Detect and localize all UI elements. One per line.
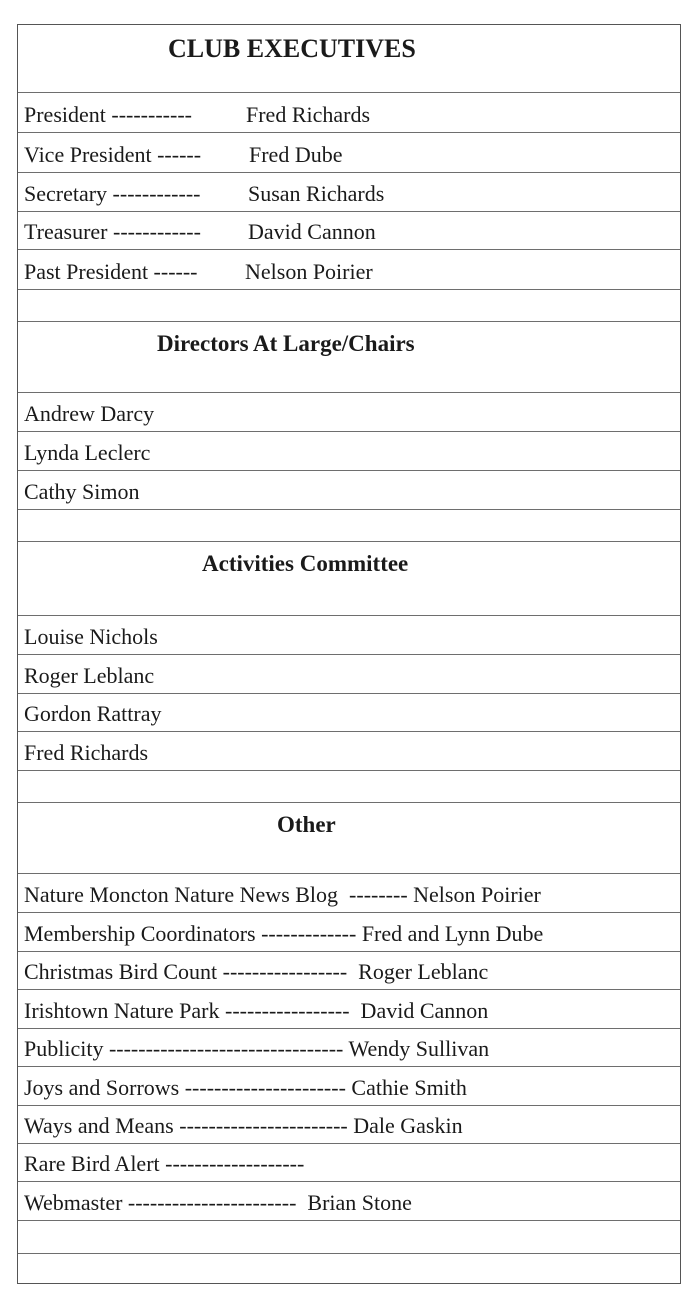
list-item [18, 1144, 680, 1182]
spacer-row [18, 290, 680, 322]
executive-name: Susan Richards [248, 181, 385, 206]
executive-role: Vice President ------ [24, 142, 202, 167]
role-assignment: Membership Coordinators ------------- Fred and Lynn Dube [24, 921, 544, 946]
executive-role: President ----------- [24, 102, 192, 127]
spacer-row [18, 1221, 680, 1254]
other-heading: Other [277, 812, 336, 837]
role-assignment: Christmas Bird Count ----------------- Roger Leblanc [24, 959, 489, 984]
director-name: Lynda Leclerc [24, 440, 151, 465]
executive-name: David Cannon [248, 219, 376, 244]
list-item [18, 913, 680, 952]
list-item [18, 1106, 680, 1144]
list-item [18, 1029, 680, 1067]
list-item [18, 990, 680, 1029]
director-name: Cathy Simon [24, 479, 140, 504]
list-item [18, 1067, 680, 1106]
role-assignment: Rare Bird Alert ------------------- [24, 1151, 305, 1176]
executive-name: Fred Dube [249, 142, 343, 167]
role-assignment: Joys and Sorrows ---------------------- Cathie Smith [24, 1075, 467, 1100]
other-heading-row [18, 803, 680, 874]
list-item [18, 1182, 680, 1221]
activities-heading-row [18, 542, 680, 616]
executive-row-treasurer [18, 212, 680, 250]
club-executives-table [17, 24, 681, 1284]
directors-heading: Directors At Large/Chairs [157, 331, 415, 356]
activities-heading: Activities Committee [202, 551, 409, 576]
executive-role: Treasurer ------------ [24, 219, 201, 244]
role-assignment: Publicity -------------------------------- Wendy Sullivan [24, 1036, 490, 1061]
spacer-row [18, 1254, 680, 1282]
executive-role: Secretary ------------ [24, 181, 201, 206]
list-item [18, 952, 680, 990]
role-assignment: Irishtown Nature Park ----------------- David Cannon [24, 998, 489, 1023]
list-item [18, 393, 680, 432]
list-item [18, 432, 680, 471]
role-assignment: Ways and Means ----------------------- Dale Gaskin [24, 1113, 463, 1138]
committee-member: Fred Richards [24, 740, 149, 765]
role-assignment: Webmaster ----------------------- Brian Stone [24, 1190, 412, 1215]
list-item [18, 694, 680, 732]
executive-row-president [18, 93, 680, 133]
committee-member: Louise Nichols [24, 624, 158, 649]
spacer-row [18, 510, 680, 542]
spacer-row [18, 771, 680, 803]
executive-row-vice-president [18, 133, 680, 173]
list-item [18, 874, 680, 913]
committee-member: Roger Leblanc [24, 663, 155, 688]
committee-member: Gordon Rattray [24, 701, 162, 726]
list-item [18, 655, 680, 694]
executive-name: Fred Richards [246, 102, 371, 127]
list-item [18, 471, 680, 510]
list-item [18, 732, 680, 771]
director-name: Andrew Darcy [24, 401, 155, 426]
executive-name: Nelson Poirier [245, 259, 373, 284]
executive-row-past-president [18, 250, 680, 290]
role-assignment: Nature Moncton Nature News Blog -------- Nelson Poirier [24, 882, 541, 907]
table-title: CLUB EXECUTIVES [168, 34, 416, 63]
list-item [18, 616, 680, 655]
title-row [18, 25, 680, 93]
directors-heading-row [18, 322, 680, 393]
executive-row-secretary [18, 173, 680, 212]
executive-role: Past President ------ [24, 259, 198, 284]
